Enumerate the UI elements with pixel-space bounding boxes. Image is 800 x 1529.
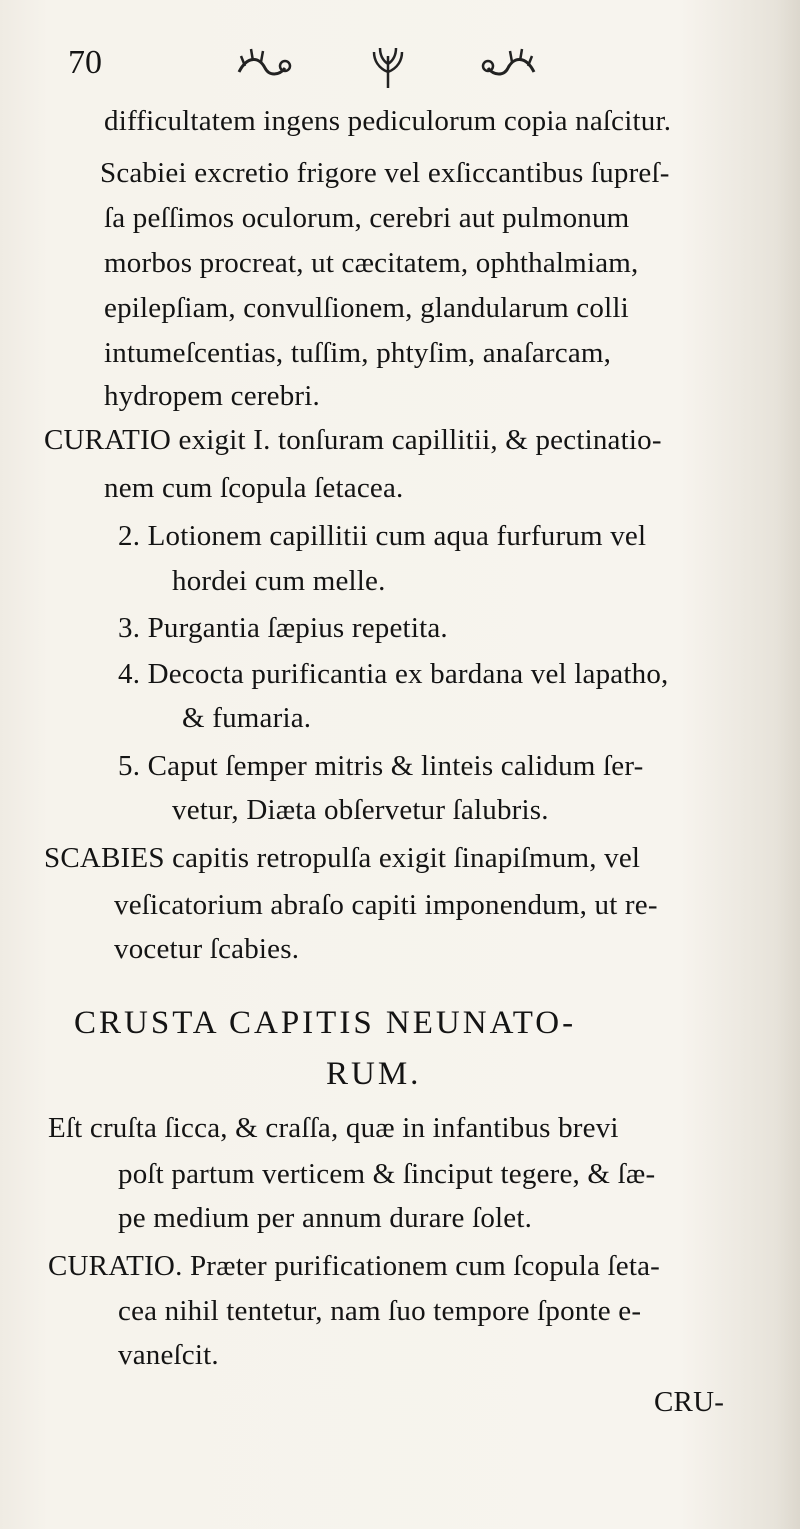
text-line: pe medium per annum durare ſolet. [118,1202,533,1234]
text-line: morbos procreat, ut cæcitatem, ophthalmiam, [104,247,639,279]
sprig-center-ornament [368,46,408,90]
text-line: intumeſcentias, tuſſim, phtyſim, anaſarcam, [104,337,612,369]
text-line: ſa peſſimos oculorum, cerebri aut pulmonum [104,202,630,234]
text-line: hordei cum melle. [172,565,386,597]
text-line: nem cum ſcopula ſetacea. [104,472,404,504]
section-heading: RUM. [326,1056,422,1092]
text-line: vocetur ſcabies. [114,933,300,965]
text-line: 5. Caput ſemper mitris & linteis calidum ſer- [118,750,644,782]
section-heading: CRUSTA CAPITIS NEUNATO- [74,1005,577,1041]
page-number: 70 [68,44,102,81]
text-line: hydropem cerebri. [104,380,320,412]
text-line: 3. Purgantia ſæpius repetita. [118,612,448,644]
text-line: & fumaria. [182,702,312,734]
flourish-right-ornament [478,46,538,86]
text-line: poſt partum verticem & ſinciput tegere, & ſæ- [118,1158,656,1190]
text-line: vetur, Diæta obſervetur ſalubris. [172,794,549,826]
text-line: CURATIO. Præter purificationem cum ſcopula ſeta- [48,1250,661,1282]
text-line: veſicatorium abraſo capiti imponendum, ut re- [114,889,658,921]
text-line: Scabiei excretio frigore vel exſiccantibus ſupreſ- [100,157,670,189]
text-line: difficultatem ingens pediculorum copia naſcitur. [104,105,672,137]
text-line: 2. Lotionem capillitii cum aqua furfurum vel [118,520,647,552]
flourish-left-ornament [235,46,295,86]
catchword: CRU- [654,1386,725,1418]
text-line: 4. Decocta purificantia ex bardana vel lapatho, [118,658,669,690]
text-line: vaneſcit. [118,1339,219,1371]
text-line: SCABIES capitis retropulſa exigit ſinapiſmum, vel [44,842,641,874]
page-header [60,38,700,98]
text-line: CURATIO exigit I. tonſuram capillitii, & pectinatio- [44,424,662,456]
text-line: cea nihil tentetur, nam ſuo tempore ſponte e- [118,1295,642,1327]
text-line: epilepſiam, convulſionem, glandularum colli [104,292,629,324]
text-line: Eſt cruſta ſicca, & craſſa, quæ in infantibus brevi [48,1112,619,1144]
